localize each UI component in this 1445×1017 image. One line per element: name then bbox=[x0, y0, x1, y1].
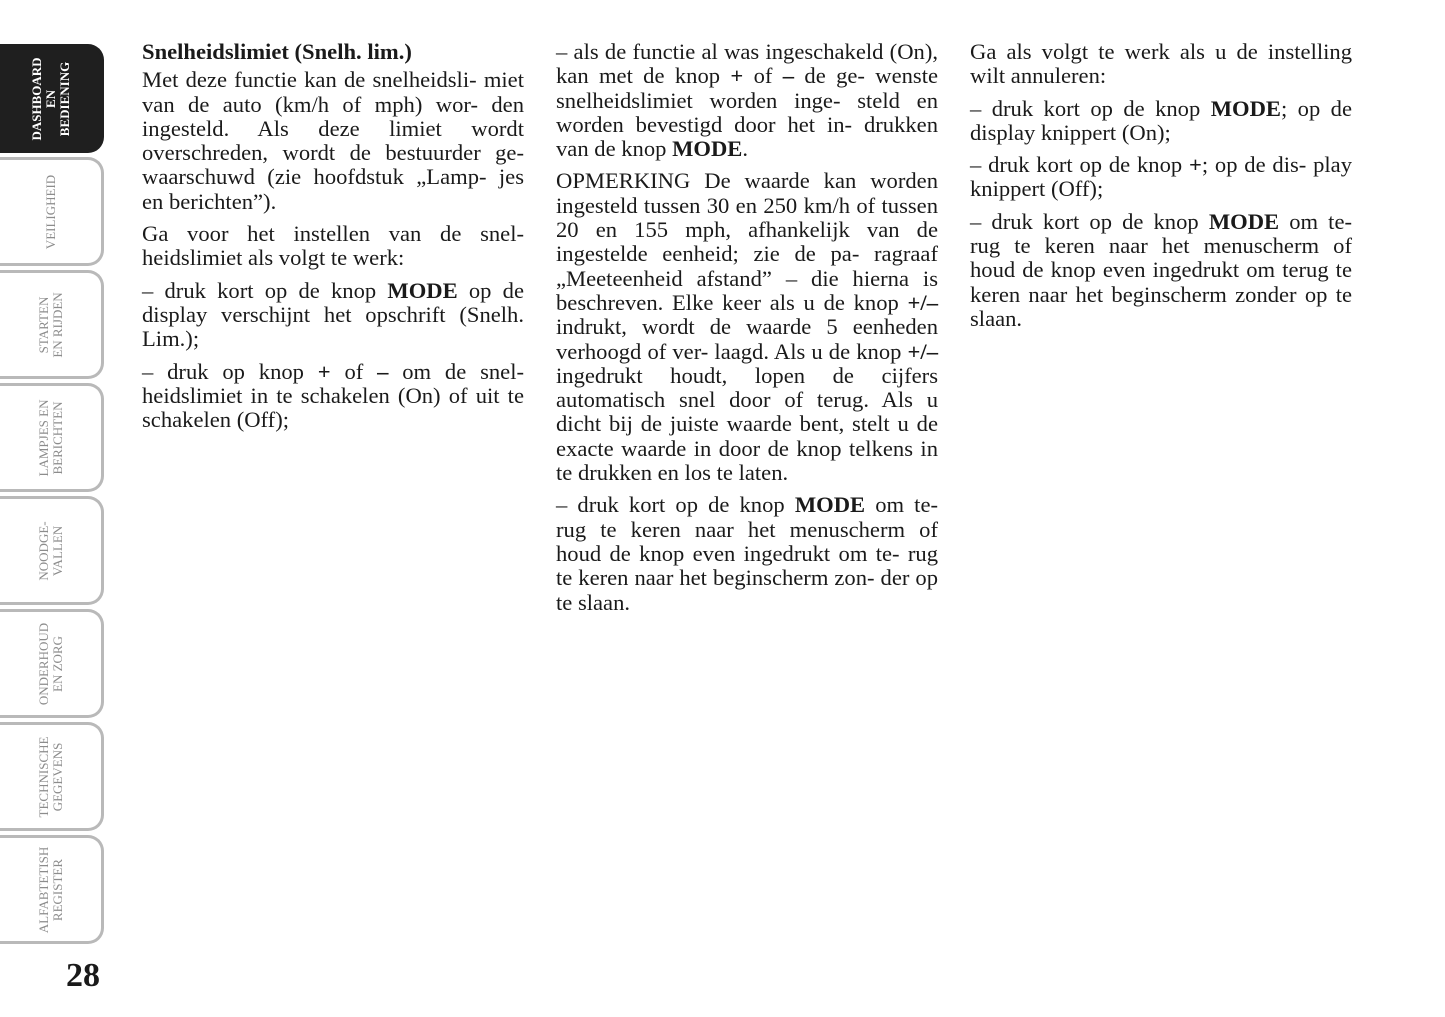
plus-key-label: + bbox=[317, 358, 331, 384]
tab-veiligheid[interactable] bbox=[0, 157, 104, 266]
tab-label: STARTEN EN RIJDEN bbox=[35, 291, 65, 358]
plus-minus-key-label: +/– bbox=[907, 338, 938, 364]
minus-key-label: – bbox=[782, 63, 795, 89]
tab-technische-gegevens[interactable] bbox=[0, 722, 104, 831]
paragraph: – druk kort op de knop MODE om te- rug te keren naar het menuscherm of houd de knop even ingedrukt om te- rug te keren naar het beginscherm zon- der op te slaan. bbox=[556, 492, 939, 615]
note-paragraph: OPMERKING De waarde kan worden ingesteld tussen 30 en 250 km/h of tussen 20 en 155 mph, afhankelijk van de ingestelde eenheid; zie de pa- ragraaf „Meeteenheid afstand” – die hierna is beschreven. Elke keer als u de knop +/– indrukt, wordt de waarde 5 eenheden verhoogd of ver- laagd. Als u de knop +/– ingedrukt houdt, lopen de cijfers automatisch snel door of terug. Als u dicht bij de juiste waarde bent, stelt u de exacte waarde in door de knop telkens in te drukken en los te laten. bbox=[556, 168, 938, 486]
tab-label: TECHNISCHE GEGEVENS bbox=[35, 736, 65, 817]
text-column-1 bbox=[142, 40, 524, 440]
paragraph: – druk op knop + of – om de snel- heidslimiet in te schakelen (On) of uit te schakelen (Off); bbox=[142, 358, 524, 433]
section-heading: Snelheidslimiet (Snelh. lim.) bbox=[142, 39, 412, 64]
mode-key-label: MODE bbox=[672, 136, 743, 162]
tab-starten-en-rijden[interactable] bbox=[0, 270, 104, 379]
paragraph: Met deze functie kan de snelheidsli- miet van de auto (km/h of mph) wor- den ingesteld. Als deze limiet wordt overschreden, wordt de bestuurder ge- waarschuwd (zie hoofdstuk „Lamp- jes en berichten”). bbox=[142, 67, 524, 214]
tab-lampjes-en-berichten[interactable] bbox=[0, 383, 104, 492]
tab-alfabetisch-register[interactable] bbox=[0, 835, 104, 944]
paragraph: – druk kort op de knop MODE op de display verschijnt het opschrift (Snelh. Lim.); bbox=[142, 277, 524, 352]
tab-label: ALFABTETISH REGISTER bbox=[35, 846, 65, 933]
paragraph: – als de functie al was ingeschakeld (On), kan met de knop + of – de ge- wenste snelheidslimiet worden inge- steld en worden bevestigd door het in- drukken van de knop MODE. bbox=[556, 39, 939, 162]
tab-onderhoud-en-zorg[interactable] bbox=[0, 609, 104, 718]
tab-label: LAMPJES EN BERICHTEN bbox=[35, 399, 65, 476]
minus-key-label: – bbox=[377, 358, 389, 384]
tab-dashboard-en-bediening[interactable] bbox=[0, 44, 104, 153]
paragraph: – druk kort op de knop MODE; op de display knippert (On); bbox=[970, 95, 1353, 145]
mode-key-label: MODE bbox=[794, 492, 866, 518]
tab-label: DASHBOARD EN BEDIENING bbox=[28, 56, 72, 141]
tab-noodgevallen[interactable] bbox=[0, 496, 104, 605]
tab-label: VEILIGHEID bbox=[42, 174, 58, 249]
plus-minus-key-label: +/– bbox=[907, 289, 938, 315]
mode-key-label: MODE bbox=[387, 277, 458, 303]
text-column-2 bbox=[556, 40, 938, 623]
paragraph: – druk kort op de knop +; op de dis- play knippert (Off); bbox=[970, 152, 1352, 202]
page-number: 28 bbox=[66, 957, 100, 994]
tab-label: NOODGE- VALLEN bbox=[35, 520, 65, 581]
plus-key-label: + bbox=[1188, 152, 1202, 178]
paragraph: – druk kort op de knop MODE om te- rug te keren naar het menuscherm of houd de knop even ingedrukt om terug te keren naar het beginscherm zonder op te slaan. bbox=[970, 208, 1353, 331]
mode-key-label: MODE bbox=[1210, 95, 1281, 121]
plus-key-label: + bbox=[730, 63, 744, 89]
mode-key-label: MODE bbox=[1208, 208, 1280, 234]
text-column-3 bbox=[970, 40, 1352, 339]
tab-label: ONDERHOUD EN ZORG bbox=[35, 622, 65, 705]
paragraph: Ga als volgt te werk als u de instelling wilt annuleren: bbox=[970, 39, 1352, 89]
paragraph: Ga voor het instellen van de snel- heidslimiet als volgt te werk: bbox=[142, 221, 524, 271]
